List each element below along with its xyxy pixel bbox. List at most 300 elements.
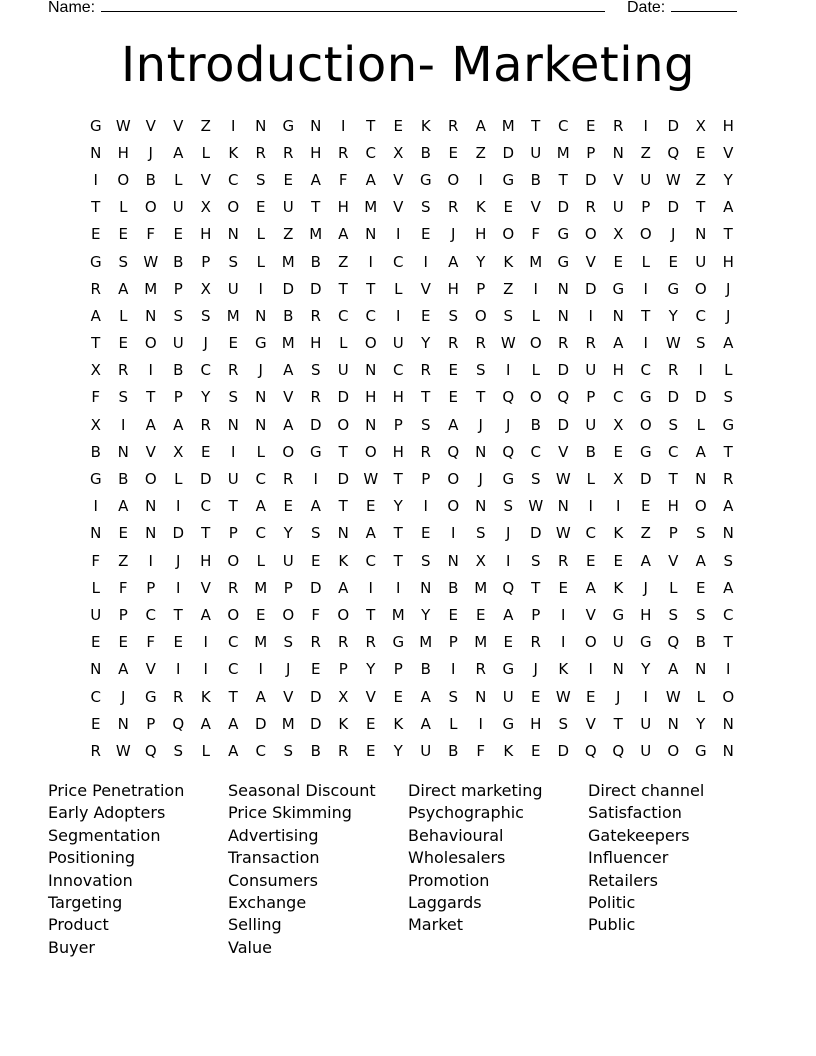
grid-letter[interactable]: Q <box>584 741 597 760</box>
grid-letter[interactable]: T <box>476 388 486 407</box>
grid-letter[interactable]: V <box>283 687 294 706</box>
grid-letter[interactable]: S <box>530 470 541 489</box>
grid-letter[interactable]: Y <box>421 605 431 624</box>
grid-letter[interactable]: I <box>258 279 263 298</box>
grid-letter[interactable]: M <box>254 633 268 652</box>
grid-letter[interactable]: K <box>475 198 486 217</box>
grid-letter[interactable]: A <box>613 334 624 353</box>
grid-letter[interactable]: A <box>695 551 706 570</box>
grid-letter[interactable]: E <box>448 388 458 407</box>
grid-letter[interactable]: G <box>309 442 322 461</box>
grid-letter[interactable]: G <box>639 388 652 407</box>
grid-letter[interactable]: O <box>364 442 377 461</box>
grid-letter[interactable]: F <box>531 225 541 244</box>
grid-letter[interactable]: P <box>668 524 678 543</box>
grid-letter[interactable]: J <box>258 361 263 380</box>
grid-letter[interactable]: E <box>256 198 266 217</box>
grid-letter[interactable]: V <box>668 551 679 570</box>
grid-letter[interactable]: K <box>558 660 569 679</box>
grid-letter[interactable]: S <box>283 633 294 652</box>
grid-letter[interactable]: N <box>557 279 569 298</box>
grid-letter[interactable]: O <box>694 497 707 516</box>
grid-letter[interactable]: R <box>118 361 129 380</box>
grid-letter[interactable]: I <box>313 470 318 489</box>
grid-letter[interactable]: U <box>227 470 239 489</box>
grid-letter[interactable]: U <box>530 143 542 162</box>
grid-letter[interactable]: T <box>146 388 156 407</box>
grid-letter[interactable]: I <box>341 116 346 135</box>
grid-letter[interactable]: P <box>448 633 458 652</box>
grid-letter[interactable]: U <box>612 198 624 217</box>
grid-letter[interactable]: L <box>586 470 595 489</box>
grid-letter[interactable]: O <box>447 470 460 489</box>
grid-letter[interactable]: K <box>393 714 404 733</box>
grid-letter[interactable]: K <box>338 714 349 733</box>
grid-letter[interactable]: D <box>309 578 322 597</box>
grid-letter[interactable]: E <box>283 170 293 189</box>
grid-letter[interactable]: F <box>311 605 321 624</box>
grid-letter[interactable]: P <box>228 524 238 543</box>
grid-letter[interactable]: M <box>556 143 570 162</box>
grid-letter[interactable]: T <box>668 470 678 489</box>
grid-letter[interactable]: E <box>696 578 706 597</box>
grid-letter[interactable]: N <box>365 415 377 434</box>
grid-letter[interactable]: V <box>365 687 376 706</box>
grid-letter[interactable]: C <box>393 252 404 271</box>
grid-letter[interactable]: V <box>585 605 596 624</box>
grid-letter[interactable]: Z <box>200 116 211 135</box>
grid-letter[interactable]: Z <box>640 524 651 543</box>
grid-letter[interactable]: O <box>639 225 652 244</box>
grid-letter[interactable]: B <box>118 470 129 489</box>
grid-letter[interactable]: R <box>448 198 459 217</box>
grid-letter[interactable]: R <box>90 741 101 760</box>
grid-letter[interactable]: S <box>448 306 459 325</box>
grid-letter[interactable]: S <box>723 388 734 407</box>
grid-letter[interactable]: A <box>310 497 321 516</box>
grid-letter[interactable]: S <box>723 551 734 570</box>
grid-letter[interactable]: M <box>364 198 378 217</box>
grid-letter[interactable]: V <box>145 116 156 135</box>
grid-letter[interactable]: J <box>203 334 208 353</box>
grid-letter[interactable]: T <box>641 306 651 325</box>
grid-letter[interactable]: A <box>723 334 734 353</box>
grid-letter[interactable]: V <box>173 116 184 135</box>
grid-letter[interactable]: S <box>118 388 129 407</box>
grid-letter[interactable]: M <box>474 578 488 597</box>
grid-letter[interactable]: R <box>448 116 459 135</box>
grid-letter[interactable]: I <box>396 225 401 244</box>
grid-letter[interactable]: E <box>641 497 651 516</box>
grid-letter[interactable]: S <box>668 605 679 624</box>
grid-letter[interactable]: N <box>365 361 377 380</box>
grid-letter[interactable]: V <box>393 170 404 189</box>
grid-letter[interactable]: G <box>612 605 625 624</box>
grid-letter[interactable]: A <box>200 714 211 733</box>
grid-letter[interactable]: G <box>89 116 102 135</box>
grid-letter[interactable]: R <box>558 334 569 353</box>
grid-letter[interactable]: N <box>667 714 679 733</box>
grid-letter[interactable]: Q <box>557 388 570 407</box>
grid-letter[interactable]: J <box>671 225 676 244</box>
grid-letter[interactable]: P <box>146 714 156 733</box>
grid-letter[interactable]: J <box>148 143 153 162</box>
grid-letter[interactable]: C <box>668 442 679 461</box>
grid-letter[interactable]: E <box>118 524 128 543</box>
grid-letter[interactable]: A <box>475 116 486 135</box>
grid-letter[interactable]: U <box>90 605 102 624</box>
grid-letter[interactable]: V <box>145 442 156 461</box>
grid-letter[interactable]: H <box>200 551 212 570</box>
grid-letter[interactable]: D <box>584 279 597 298</box>
grid-letter[interactable]: N <box>227 415 239 434</box>
grid-letter[interactable]: P <box>338 660 348 679</box>
grid-letter[interactable]: W <box>115 116 131 135</box>
grid-letter[interactable]: V <box>420 279 431 298</box>
grid-letter[interactable]: E <box>503 198 513 217</box>
grid-letter[interactable]: U <box>585 361 597 380</box>
grid-letter[interactable]: C <box>228 170 239 189</box>
grid-letter[interactable]: T <box>393 551 403 570</box>
grid-letter[interactable]: A <box>118 660 129 679</box>
grid-letter[interactable]: N <box>90 143 102 162</box>
grid-letter[interactable]: E <box>421 524 431 543</box>
grid-letter[interactable]: A <box>255 497 266 516</box>
grid-letter[interactable]: E <box>366 497 376 516</box>
grid-letter[interactable]: B <box>310 741 321 760</box>
grid-letter[interactable]: Z <box>475 143 486 162</box>
grid-letter[interactable]: Y <box>476 252 486 271</box>
grid-letter[interactable]: I <box>561 633 566 652</box>
grid-letter[interactable]: A <box>448 252 459 271</box>
grid-letter[interactable]: P <box>421 470 431 489</box>
grid-letter[interactable]: L <box>641 252 650 271</box>
grid-letter[interactable]: T <box>338 279 348 298</box>
grid-letter[interactable]: T <box>173 605 183 624</box>
grid-letter[interactable]: D <box>337 388 350 407</box>
grid-letter[interactable]: M <box>226 306 240 325</box>
grid-letter[interactable]: O <box>529 388 542 407</box>
grid-letter[interactable]: A <box>338 578 349 597</box>
grid-letter[interactable]: R <box>365 633 376 652</box>
grid-letter[interactable]: C <box>200 497 211 516</box>
grid-letter[interactable]: V <box>585 252 596 271</box>
grid-letter[interactable]: Z <box>503 279 514 298</box>
grid-letter[interactable]: J <box>726 279 731 298</box>
grid-letter[interactable]: S <box>200 306 211 325</box>
grid-letter[interactable]: J <box>506 524 511 543</box>
grid-letter[interactable]: R <box>255 143 266 162</box>
grid-letter[interactable]: I <box>93 170 98 189</box>
grid-letter[interactable]: B <box>420 143 431 162</box>
grid-letter[interactable]: Q <box>667 143 680 162</box>
grid-letter[interactable]: J <box>478 470 483 489</box>
grid-letter[interactable]: E <box>91 714 101 733</box>
grid-letter[interactable]: L <box>724 361 733 380</box>
name-blank-line[interactable] <box>101 0 605 12</box>
grid-letter[interactable]: I <box>176 660 181 679</box>
grid-letter[interactable]: L <box>119 198 128 217</box>
grid-letter[interactable]: V <box>145 660 156 679</box>
grid-letter[interactable]: G <box>144 687 157 706</box>
grid-letter[interactable]: D <box>639 470 652 489</box>
grid-letter[interactable]: I <box>396 578 401 597</box>
grid-letter[interactable]: Y <box>366 660 376 679</box>
grid-letter[interactable]: E <box>503 633 513 652</box>
grid-letter[interactable]: R <box>310 306 321 325</box>
grid-letter[interactable]: A <box>283 415 294 434</box>
grid-letter[interactable]: G <box>419 170 432 189</box>
grid-letter[interactable]: Y <box>393 497 403 516</box>
grid-letter[interactable]: B <box>90 442 101 461</box>
grid-letter[interactable]: U <box>172 198 184 217</box>
grid-letter[interactable]: L <box>696 415 705 434</box>
grid-letter[interactable]: E <box>256 605 266 624</box>
grid-letter[interactable]: E <box>613 551 623 570</box>
grid-letter[interactable]: P <box>586 143 596 162</box>
grid-letter[interactable]: W <box>555 470 571 489</box>
grid-letter[interactable]: S <box>695 605 706 624</box>
grid-letter[interactable]: H <box>365 388 377 407</box>
grid-letter[interactable]: C <box>255 741 266 760</box>
grid-letter[interactable]: U <box>640 170 652 189</box>
grid-letter[interactable]: E <box>366 741 376 760</box>
grid-letter[interactable]: X <box>338 687 349 706</box>
grid-letter[interactable]: X <box>90 361 101 380</box>
grid-letter[interactable]: O <box>584 225 597 244</box>
grid-letter[interactable]: O <box>667 741 680 760</box>
grid-letter[interactable]: T <box>338 442 348 461</box>
grid-letter[interactable]: B <box>310 252 321 271</box>
grid-letter[interactable]: P <box>531 605 541 624</box>
grid-letter[interactable]: X <box>475 551 486 570</box>
grid-letter[interactable]: Y <box>668 306 678 325</box>
grid-letter[interactable]: R <box>668 361 679 380</box>
grid-letter[interactable]: J <box>176 551 181 570</box>
grid-letter[interactable]: Y <box>283 524 293 543</box>
grid-letter[interactable]: S <box>420 198 431 217</box>
grid-letter[interactable]: N <box>145 497 157 516</box>
grid-letter[interactable]: W <box>143 252 159 271</box>
grid-letter[interactable]: R <box>310 633 321 652</box>
grid-letter[interactable]: Y <box>421 334 431 353</box>
grid-letter[interactable]: J <box>286 660 291 679</box>
grid-letter[interactable]: E <box>476 605 486 624</box>
grid-letter[interactable]: V <box>200 170 211 189</box>
grid-letter[interactable]: N <box>117 714 129 733</box>
grid-letter[interactable]: N <box>90 660 102 679</box>
grid-letter[interactable]: S <box>173 741 184 760</box>
grid-letter[interactable]: J <box>121 687 126 706</box>
grid-letter[interactable]: O <box>694 279 707 298</box>
grid-letter[interactable]: W <box>500 334 516 353</box>
grid-letter[interactable]: L <box>531 306 540 325</box>
grid-letter[interactable]: N <box>117 442 129 461</box>
grid-letter[interactable]: D <box>309 714 322 733</box>
grid-letter[interactable]: O <box>282 605 295 624</box>
grid-letter[interactable]: Z <box>695 170 706 189</box>
grid-letter[interactable]: E <box>393 687 403 706</box>
grid-letter[interactable]: A <box>695 442 706 461</box>
grid-letter[interactable]: O <box>144 334 157 353</box>
grid-letter[interactable]: R <box>723 470 734 489</box>
grid-letter[interactable]: D <box>557 415 570 434</box>
grid-letter[interactable]: O <box>474 306 487 325</box>
grid-letter[interactable]: B <box>585 442 596 461</box>
grid-letter[interactable]: V <box>393 198 404 217</box>
grid-letter[interactable]: L <box>669 578 678 597</box>
grid-letter[interactable]: G <box>392 633 405 652</box>
grid-letter[interactable]: B <box>420 660 431 679</box>
grid-letter[interactable]: G <box>89 252 102 271</box>
grid-letter[interactable]: H <box>612 361 624 380</box>
grid-letter[interactable]: I <box>561 605 566 624</box>
grid-letter[interactable]: N <box>695 660 707 679</box>
grid-letter[interactable]: M <box>529 252 543 271</box>
grid-letter[interactable]: B <box>530 415 541 434</box>
grid-letter[interactable]: D <box>557 361 570 380</box>
grid-letter[interactable]: M <box>391 605 405 624</box>
grid-letter[interactable]: B <box>448 741 459 760</box>
grid-letter[interactable]: S <box>420 551 431 570</box>
grid-letter[interactable]: R <box>283 470 294 489</box>
grid-letter[interactable]: I <box>533 279 538 298</box>
grid-letter[interactable]: D <box>309 415 322 434</box>
grid-letter[interactable]: G <box>639 442 652 461</box>
grid-letter[interactable]: G <box>89 470 102 489</box>
grid-letter[interactable]: P <box>393 415 403 434</box>
grid-letter[interactable]: J <box>643 578 648 597</box>
grid-letter[interactable]: L <box>201 741 210 760</box>
grid-letter[interactable]: T <box>393 524 403 543</box>
grid-letter[interactable]: A <box>723 497 734 516</box>
grid-letter[interactable]: A <box>420 714 431 733</box>
grid-letter[interactable]: N <box>475 442 487 461</box>
grid-letter[interactable]: W <box>665 334 681 353</box>
grid-letter[interactable]: N <box>255 116 267 135</box>
grid-letter[interactable]: E <box>201 442 211 461</box>
grid-letter[interactable]: T <box>91 198 101 217</box>
grid-letter[interactable]: C <box>365 143 376 162</box>
grid-letter[interactable]: E <box>586 116 596 135</box>
grid-letter[interactable]: L <box>449 714 458 733</box>
grid-letter[interactable]: E <box>448 143 458 162</box>
grid-letter[interactable]: D <box>254 714 267 733</box>
grid-letter[interactable]: O <box>144 198 157 217</box>
grid-letter[interactable]: I <box>176 578 181 597</box>
grid-letter[interactable]: D <box>667 198 680 217</box>
grid-letter[interactable]: I <box>368 578 373 597</box>
grid-letter[interactable]: T <box>421 388 431 407</box>
grid-letter[interactable]: Y <box>696 714 706 733</box>
grid-letter[interactable]: S <box>228 388 239 407</box>
grid-letter[interactable]: D <box>584 170 597 189</box>
grid-letter[interactable]: S <box>475 361 486 380</box>
grid-letter[interactable]: F <box>476 741 486 760</box>
grid-letter[interactable]: S <box>310 524 321 543</box>
grid-letter[interactable]: P <box>173 279 183 298</box>
grid-letter[interactable]: G <box>254 334 267 353</box>
grid-letter[interactable]: T <box>366 605 376 624</box>
grid-letter[interactable]: A <box>228 714 239 733</box>
grid-letter[interactable]: S <box>530 551 541 570</box>
grid-letter[interactable]: B <box>145 170 156 189</box>
grid-letter[interactable]: S <box>420 415 431 434</box>
grid-letter[interactable]: D <box>557 741 570 760</box>
grid-letter[interactable]: I <box>588 306 593 325</box>
grid-letter[interactable]: E <box>613 252 623 271</box>
grid-letter[interactable]: S <box>695 524 706 543</box>
grid-letter[interactable]: R <box>475 334 486 353</box>
grid-letter[interactable]: J <box>506 415 511 434</box>
grid-letter[interactable]: Q <box>144 741 157 760</box>
grid-letter[interactable]: A <box>228 741 239 760</box>
grid-letter[interactable]: R <box>338 741 349 760</box>
grid-letter[interactable]: I <box>423 252 428 271</box>
grid-letter[interactable]: U <box>612 633 624 652</box>
grid-letter[interactable]: A <box>255 687 266 706</box>
grid-letter[interactable]: A <box>200 605 211 624</box>
grid-letter[interactable]: S <box>448 687 459 706</box>
grid-letter[interactable]: Q <box>502 578 515 597</box>
grid-letter[interactable]: F <box>338 170 348 189</box>
grid-letter[interactable]: K <box>503 252 514 271</box>
grid-letter[interactable]: M <box>309 225 323 244</box>
grid-letter[interactable]: T <box>723 633 733 652</box>
grid-letter[interactable]: I <box>643 116 648 135</box>
grid-letter[interactable]: R <box>530 633 541 652</box>
grid-letter[interactable]: L <box>339 334 348 353</box>
grid-letter[interactable]: S <box>558 714 569 733</box>
grid-letter[interactable]: N <box>227 225 239 244</box>
grid-letter[interactable]: R <box>585 334 596 353</box>
grid-letter[interactable]: V <box>585 714 596 733</box>
grid-letter[interactable]: L <box>531 361 540 380</box>
grid-letter[interactable]: T <box>91 334 101 353</box>
grid-letter[interactable]: E <box>558 578 568 597</box>
grid-letter[interactable]: S <box>475 524 486 543</box>
grid-letter[interactable]: H <box>200 225 212 244</box>
grid-letter[interactable]: O <box>337 415 350 434</box>
grid-letter[interactable]: N <box>255 388 267 407</box>
grid-letter[interactable]: A <box>420 687 431 706</box>
grid-letter[interactable]: A <box>668 660 679 679</box>
grid-letter[interactable]: Q <box>502 388 515 407</box>
grid-letter[interactable]: U <box>392 334 404 353</box>
grid-letter[interactable]: I <box>478 170 483 189</box>
grid-letter[interactable]: I <box>258 660 263 679</box>
grid-letter[interactable]: H <box>475 225 487 244</box>
grid-letter[interactable]: E <box>531 741 541 760</box>
grid-letter[interactable]: C <box>558 116 569 135</box>
grid-letter[interactable]: B <box>695 633 706 652</box>
grid-letter[interactable]: H <box>117 143 129 162</box>
grid-letter[interactable]: R <box>338 143 349 162</box>
grid-letter[interactable]: T <box>201 524 211 543</box>
grid-letter[interactable]: X <box>613 225 624 244</box>
grid-letter[interactable]: E <box>173 633 183 652</box>
grid-letter[interactable]: P <box>641 198 651 217</box>
grid-letter[interactable]: E <box>91 225 101 244</box>
grid-letter[interactable]: E <box>531 687 541 706</box>
grid-letter[interactable]: N <box>557 306 569 325</box>
grid-letter[interactable]: P <box>283 578 293 597</box>
grid-letter[interactable]: M <box>474 633 488 652</box>
grid-letter[interactable]: T <box>311 198 321 217</box>
grid-letter[interactable]: R <box>420 442 431 461</box>
grid-letter[interactable]: N <box>612 306 624 325</box>
grid-letter[interactable]: L <box>256 442 265 461</box>
